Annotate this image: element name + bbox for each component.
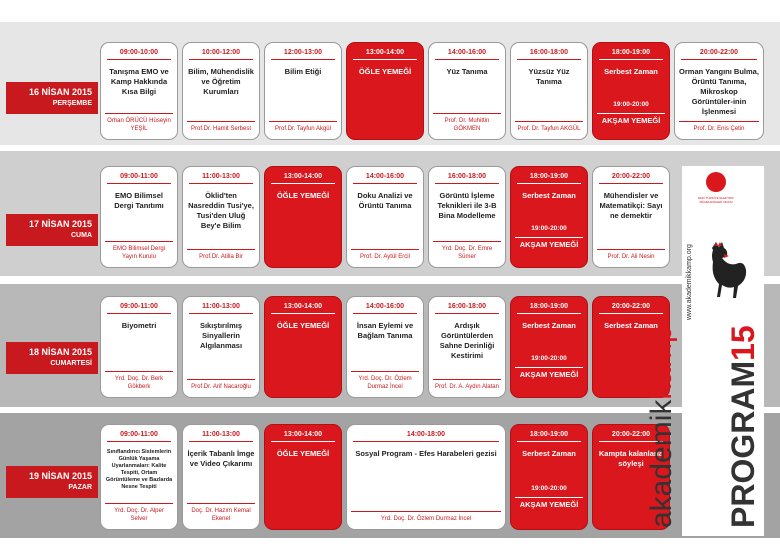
session-title: Sosyal Program - Efes Harabeleri gezisi bbox=[355, 449, 497, 458]
session-card bbox=[674, 42, 764, 140]
session-title: Biyometri bbox=[121, 321, 157, 330]
day-label bbox=[6, 342, 98, 374]
rooster-icon bbox=[694, 240, 750, 310]
session-title: Öklid'ten Nasreddin Tusi'ye, Tusi'den Uluğ Bey'e Bilim bbox=[188, 191, 254, 230]
session-card bbox=[100, 296, 178, 398]
session-speaker: Prof.Dr. Atilla Bir bbox=[187, 249, 255, 261]
day-date: 19 NİSAN 2015 bbox=[28, 471, 92, 481]
session-title: Serbest Zaman bbox=[604, 67, 658, 76]
session-time: 18:00-19:00 bbox=[517, 303, 581, 314]
session-time: 09:00-11:00 bbox=[107, 431, 171, 442]
session-card bbox=[264, 42, 342, 140]
program-title bbox=[725, 325, 762, 528]
dinner-time: 19:00-20:00 bbox=[531, 355, 567, 362]
session-time: 10:00-12:00 bbox=[189, 49, 253, 60]
day-label bbox=[6, 82, 98, 114]
session-title: Serbest Zaman bbox=[604, 321, 658, 330]
day-weekday: PERŞEMBE bbox=[52, 100, 92, 107]
session-speaker: Orhan ÖRÜCÜ Hüseyin YEŞİL bbox=[105, 113, 173, 133]
session-card bbox=[100, 42, 178, 140]
day-weekday: CUMA bbox=[71, 232, 92, 239]
session-title: ÖĞLE YEMEĞİ bbox=[358, 67, 412, 76]
session-time: 14:00-16:00 bbox=[435, 49, 499, 60]
lunch-card bbox=[264, 166, 342, 268]
session-speaker: Prof.Dr. Hamit Serbest bbox=[187, 121, 255, 133]
session-speaker: Prof.Dr. Tayfun Akgül bbox=[269, 121, 337, 133]
session-card bbox=[510, 42, 588, 140]
session-speaker: Prof. Dr. Tayfun AKGÜL bbox=[515, 121, 583, 133]
session-time: 12:00-13:00 bbox=[271, 49, 335, 60]
dinner-title: AKŞAM YEMEĞİ bbox=[515, 237, 583, 249]
session-card bbox=[428, 166, 506, 268]
session-title: Ardışık Görüntülerden Sahne Derinliği Kestirimi bbox=[439, 321, 495, 360]
session-title: ÖĞLE YEMEĞİ bbox=[276, 321, 330, 330]
session-title: Sınıflandırıcı Sistemlerin Günlük Yaşama Uyarlanmaları: Kalite Tespiti, Ortam Görüntüleme ve Bazlarda Nesne Tespiti bbox=[105, 449, 173, 490]
day-date: 16 NİSAN 2015 bbox=[28, 87, 92, 97]
program-year: 15 bbox=[725, 325, 761, 361]
session-title: Serbest Zaman bbox=[522, 191, 576, 200]
session-card bbox=[100, 166, 178, 268]
session-card bbox=[346, 166, 424, 268]
session-card bbox=[182, 424, 260, 530]
session-card bbox=[346, 424, 506, 530]
session-time: 09:00-11:00 bbox=[107, 173, 171, 184]
session-time: 11:00-13:00 bbox=[189, 173, 253, 184]
session-card bbox=[428, 42, 506, 140]
session-time: 11:00-13:00 bbox=[189, 303, 253, 314]
session-time: 13:00-14:00 bbox=[271, 173, 335, 184]
session-time: 14:00-16:00 bbox=[353, 303, 417, 314]
session-title: Orman Yangını Bulma, Örüntü Tanıma, Mikroskop Görüntüler-inin İşlenmesi bbox=[679, 67, 759, 116]
session-time: 13:00-14:00 bbox=[271, 431, 335, 442]
session-time: 20:00-22:00 bbox=[681, 49, 757, 60]
session-title: Mühendisler ve Matematikçi: Sayı ne demektir bbox=[599, 191, 663, 220]
session-speaker: Yrd. Doç. Dr. Berk Gökberk bbox=[105, 371, 173, 391]
session-card bbox=[182, 42, 260, 140]
session-title: Kampta kalanlarla söyleşi bbox=[598, 449, 664, 468]
day-label bbox=[6, 214, 98, 246]
session-time: 18:00-19:00 bbox=[599, 49, 663, 60]
session-time: 20:00-22:00 bbox=[599, 303, 663, 314]
free-time-card bbox=[592, 42, 670, 140]
session-title: İçerik Tabanlı İmge ve Video Çıkarımı bbox=[187, 449, 255, 468]
website-url: www.akademikkamp.org bbox=[686, 244, 693, 320]
day-weekday: PAZAR bbox=[68, 484, 92, 491]
program-label: PROGRAM bbox=[725, 360, 761, 528]
free-time-card bbox=[510, 296, 588, 398]
session-title: ÖĞLE YEMEĞİ bbox=[276, 191, 330, 200]
session-card bbox=[182, 166, 260, 268]
session-time: 11:00-13:00 bbox=[189, 431, 253, 442]
session-speaker: Yrd. Doç. Dr. Özlem Durmaz İncel bbox=[351, 371, 419, 391]
session-title: Serbest Zaman bbox=[522, 321, 576, 330]
logo-text: EMO TÜRKİYE ELEKTRİK MÜHENDİSLERİ ODASI bbox=[698, 196, 734, 204]
dinner-time: 19:00-20:00 bbox=[531, 485, 567, 492]
session-speaker: Prof.Dr. Arif Nacaroğlu bbox=[187, 379, 255, 391]
session-time: 14:00-16:00 bbox=[353, 173, 417, 184]
session-title: İnsan Eylemi ve Bağlam Tanıma bbox=[356, 321, 414, 340]
session-speaker: Prof. Dr. A. Aydın Alatan bbox=[433, 379, 501, 391]
free-time-card bbox=[510, 424, 588, 530]
session-speaker: Doç. Dr. Hazım Kemal Ekenel bbox=[187, 503, 255, 523]
session-time: 20:00-22:00 bbox=[599, 173, 663, 184]
session-title: Serbest Zaman bbox=[522, 449, 576, 458]
dinner-title: AKŞAM YEMEĞİ bbox=[597, 113, 665, 125]
session-speaker: Prof. Dr. Muhittin GÖKMEN bbox=[433, 113, 501, 133]
session-speaker: Yrd. Doç. Dr. Emre Sümer bbox=[433, 241, 501, 261]
session-time: 13:00-14:00 bbox=[353, 49, 417, 60]
dinner-time: 19:00-20:00 bbox=[531, 225, 567, 232]
session-speaker: Yrd. Doç. Dr. Özlem Durmaz İncel bbox=[351, 511, 501, 523]
day-date: 17 NİSAN 2015 bbox=[28, 219, 92, 229]
session-title: Görüntü İşleme Teknikleri ile 3-B Bina Modelleme bbox=[437, 191, 497, 220]
session-time: 20:00-22:00 bbox=[599, 431, 663, 442]
emo-logo-icon bbox=[706, 172, 726, 192]
session-title: Bilim, Mühendislik ve Öğretim Kurumları bbox=[188, 67, 254, 96]
brand-wordmark bbox=[645, 326, 679, 528]
session-time: 16:00-18:00 bbox=[517, 49, 581, 60]
session-title: Bilim Etiği bbox=[284, 67, 322, 76]
session-card bbox=[100, 424, 178, 530]
session-time: 09:00-10:00 bbox=[107, 49, 171, 60]
dinner-title: AKŞAM YEMEĞİ bbox=[515, 367, 583, 379]
session-card bbox=[428, 296, 506, 398]
session-title: EMO Bilimsel Dergi Tanıtımı bbox=[114, 191, 164, 210]
day-weekday: CUMARTESİ bbox=[50, 360, 92, 367]
session-speaker: Yrd. Doç. Dr. Alper Selver bbox=[105, 503, 173, 523]
brand-word2: kamp bbox=[645, 326, 678, 400]
session-speaker: Prof. Dr. Enis Çetin bbox=[679, 121, 759, 133]
session-time: 16:00-18:00 bbox=[435, 303, 499, 314]
free-time-card bbox=[510, 166, 588, 268]
session-time: 13:00-14:00 bbox=[271, 303, 335, 314]
day-date: 18 NİSAN 2015 bbox=[28, 347, 92, 357]
lunch-card bbox=[346, 42, 424, 140]
day-label bbox=[6, 466, 98, 498]
dinner-title: AKŞAM YEMEĞİ bbox=[515, 497, 583, 509]
session-card bbox=[346, 296, 424, 398]
session-title: Yüzsüz Yüz Tanıma bbox=[528, 67, 570, 86]
lunch-card bbox=[264, 296, 342, 398]
brand-word1: akademik bbox=[645, 399, 678, 528]
lunch-card bbox=[264, 424, 342, 530]
session-title: ÖĞLE YEMEĞİ bbox=[276, 449, 330, 458]
session-title: Tanışma EMO ve Kamp Hakkında Kısa Bilgi bbox=[109, 67, 169, 96]
session-time: 09:00-11:00 bbox=[107, 303, 171, 314]
session-title: Yüz Tanıma bbox=[446, 67, 488, 76]
session-speaker: Prof. Dr. Aytül Ercil bbox=[351, 249, 419, 261]
session-card bbox=[182, 296, 260, 398]
session-time: 14:00-18:00 bbox=[353, 431, 499, 442]
session-time: 18:00-19:00 bbox=[517, 173, 581, 184]
session-card bbox=[592, 166, 670, 268]
session-title: Sıkıştırılmış Sinyallerin Algılanması bbox=[199, 321, 243, 350]
session-time: 18:00-19:00 bbox=[517, 431, 581, 442]
dinner-time: 19:00-20:00 bbox=[613, 101, 649, 108]
session-time: 16:00-18:00 bbox=[435, 173, 499, 184]
session-title: Doku Analizi ve Örüntü Tanıma bbox=[357, 191, 413, 210]
session-speaker: Prof. Dr. Ali Nesin bbox=[597, 249, 665, 261]
session-speaker: EMO Bilimsel Dergi Yayın Kurulu bbox=[105, 241, 173, 261]
